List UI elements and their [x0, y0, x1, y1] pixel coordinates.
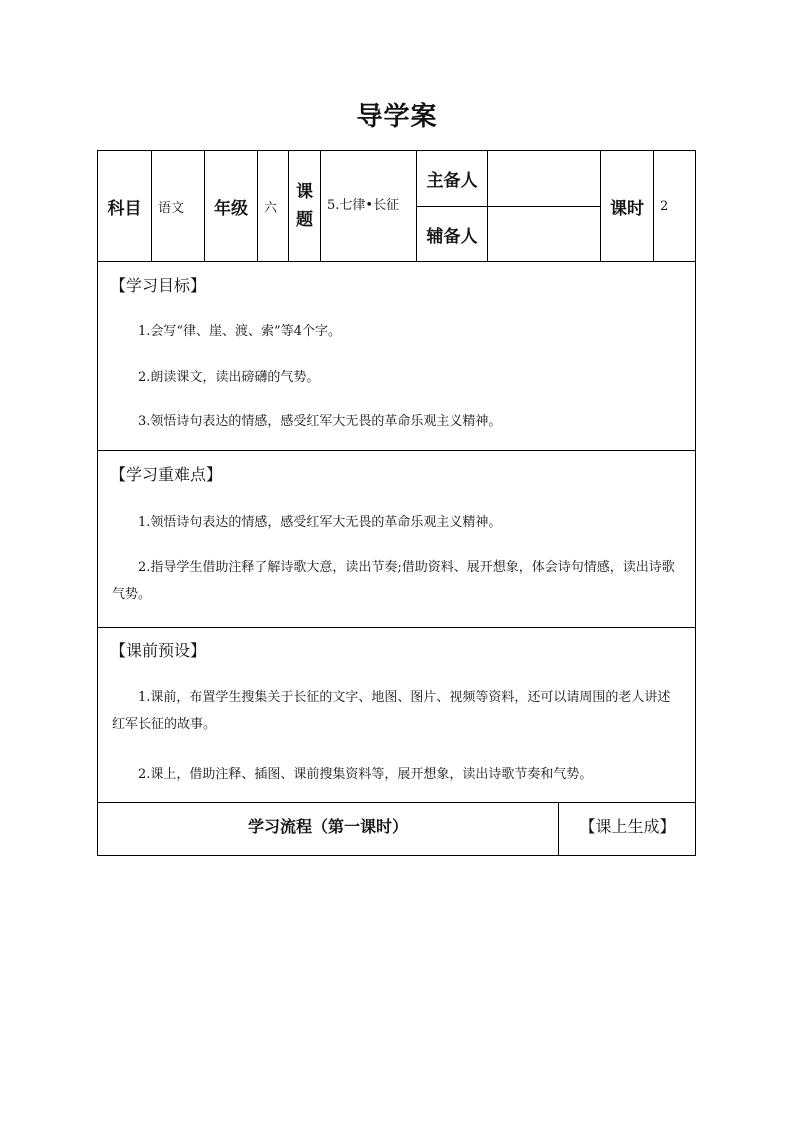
periods-label: 课时: [610, 198, 644, 219]
divider: [98, 450, 695, 451]
divider: [98, 627, 695, 628]
main-preparer-value: [488, 151, 600, 206]
list-item: 2.指导学生借助注释了解诗歌大意，读出节奏;借助资料、展开想象，体会诗句情感，读出诗歌气势。: [112, 560, 675, 602]
section-heading: 【学习目标】: [110, 276, 207, 295]
list-item: 2.朗读课文，读出磅礴的气势。: [138, 370, 320, 385]
flow-heading: 学习流程（第一课时）: [247, 816, 408, 836]
main-preparer-label: 主备人: [426, 171, 478, 191]
list-item: 2.课上，借助注释、插图、课前搜集资料等，展开想象，读出诗歌节奏和气势。: [138, 767, 593, 782]
subject-label: 科目: [107, 198, 142, 219]
page-title: 导学案: [356, 102, 438, 132]
divider: [98, 261, 695, 262]
list-item: 1.课前，布置学生搜集关于长征的文字、地图、图片、视频等资料，还可以请周围的老人讲述红军长征的故事。: [112, 690, 671, 732]
section-heading: 【学习重难点】: [110, 465, 223, 484]
periods-value: 2: [660, 198, 669, 214]
section-heading: 【课前预设】: [110, 641, 207, 660]
assistant-preparer-label: 辅备人: [426, 226, 478, 247]
grade-label: 年级: [214, 198, 248, 219]
generated-heading: 【课上生成】: [579, 816, 676, 836]
list-item: 1.会写“律、崖、渡、索”等4个字。: [138, 324, 341, 339]
grade-value: 六: [264, 200, 278, 216]
subject-value: 语文: [158, 200, 185, 216]
lesson-plan-table: [97, 150, 696, 856]
lesson-label: [289, 151, 320, 261]
lesson-label-top: 课: [296, 182, 313, 202]
assistant-preparer-value: [488, 207, 600, 261]
list-item: 1.领悟诗句表达的情感，感受红军大无畏的革命乐观主义精神。: [138, 515, 502, 530]
lesson-value: 5.七律•长征: [327, 198, 400, 213]
lesson-label-bottom: 题: [296, 210, 313, 230]
list-item: 3.领悟诗句表达的情感，感受红军大无畏的革命乐观主义精神。: [138, 414, 502, 429]
